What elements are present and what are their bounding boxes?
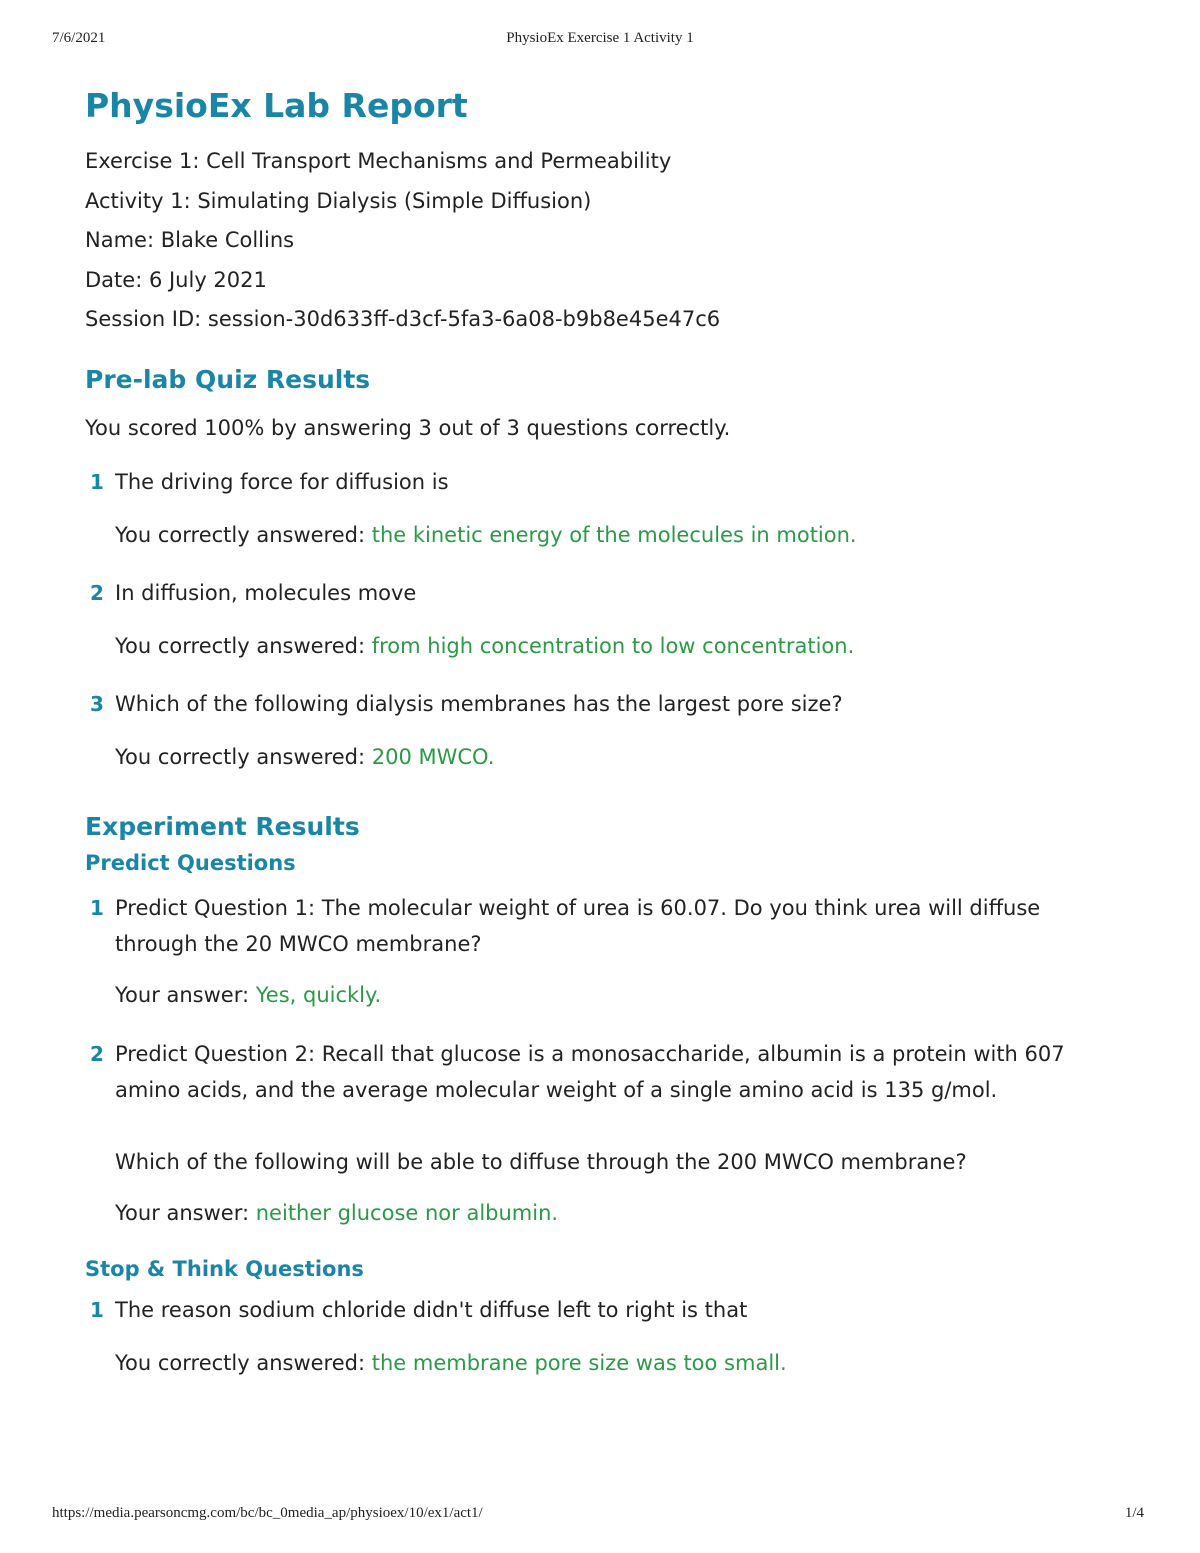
question-number: 3 xyxy=(90,691,104,716)
question-text: Predict Question 2: Recall that glucose is a monosaccharide, albumin is a protein with 607 amino acids, and the average molecular weight of a single amino acid is 135 g/mol. xyxy=(115,1041,1065,1102)
stop-think-question xyxy=(85,1292,1125,1378)
print-url: https://media.pearsoncmg.com/bc/bc_0media_ap/physioex/10/ex1/act1/ xyxy=(52,1505,483,1521)
answer-value: Yes, quickly. xyxy=(255,982,382,1007)
question-number: 1 xyxy=(90,1297,104,1322)
answer-line xyxy=(115,631,1125,661)
predict-question xyxy=(85,890,1125,1010)
print-date: 7/6/2021 xyxy=(52,30,106,46)
answer-prefix: You correctly answered: xyxy=(115,522,372,547)
question-text: Which of the following dialysis membranes has the largest pore size? xyxy=(115,691,843,716)
print-page-title: PhysioEx Exercise 1 Activity 1 xyxy=(506,30,694,46)
prelab-question xyxy=(85,575,1125,661)
question-number: 1 xyxy=(90,895,104,920)
answer-prefix: Your answer: xyxy=(115,982,256,1007)
answer-line xyxy=(115,1348,1125,1378)
answer-value: the kinetic energy of the molecules in motion. xyxy=(371,522,857,547)
answer-value: from high concentration to low concentration. xyxy=(371,633,855,658)
answer-line xyxy=(115,520,1125,550)
prelab-question xyxy=(85,464,1125,550)
date-line: Date: 6 July 2021 xyxy=(85,267,267,292)
answer-prefix: You correctly answered: xyxy=(115,1350,372,1375)
predict-heading: Predict Questions xyxy=(85,850,296,875)
question-number: 2 xyxy=(90,1041,104,1066)
answer-prefix: You correctly answered: xyxy=(115,744,372,769)
session-line: Session ID: session-30d633ff-d3cf-5fa3-6a08-b9b8e45e47c6 xyxy=(85,307,721,331)
answer-value: the membrane pore size was too small. xyxy=(371,1350,787,1375)
question-text: Predict Question 1: The molecular weight of urea is 60.07. Do you think urea will diffuse through the 20 MWCO membrane? xyxy=(115,895,1041,956)
predict-question xyxy=(85,1036,1125,1228)
question-text: The driving force for diffusion is xyxy=(115,469,449,494)
name-line: Name: Blake Collins xyxy=(85,228,295,252)
question-text: In diffusion, molecules move xyxy=(115,580,417,605)
answer-prefix: Your answer: xyxy=(115,1200,256,1225)
print-page-number: 1/4 xyxy=(1124,1505,1144,1521)
experiment-heading: Experiment Results xyxy=(85,811,360,841)
report-meta xyxy=(85,142,1125,340)
lab-report xyxy=(85,82,1125,1378)
answer-line xyxy=(115,1198,1125,1228)
answer-line xyxy=(115,980,1125,1010)
answer-value: 200 MWCO. xyxy=(371,744,495,769)
activity-line: Activity 1: Simulating Dialysis (Simple Diffusion) xyxy=(85,188,592,213)
question-text: The reason sodium chloride didn't diffuse left to right is that xyxy=(115,1297,748,1322)
exercise-line: Exercise 1: Cell Transport Mechanisms and Permeability xyxy=(85,149,672,173)
prelab-question xyxy=(85,686,1125,772)
stop-think-heading: Stop & Think Questions xyxy=(85,1256,364,1281)
question-number: 1 xyxy=(90,469,104,494)
report-title: PhysioEx Lab Report xyxy=(85,86,468,125)
prelab-score: You scored 100% by answering 3 out of 3 questions correctly. xyxy=(85,415,731,440)
question-followup: Which of the following will be able to diffuse through the 200 MWCO membrane? xyxy=(115,1149,967,1174)
answer-value: neither glucose nor albumin. xyxy=(255,1200,559,1225)
answer-line xyxy=(115,742,1125,772)
prelab-heading: Pre-lab Quiz Results xyxy=(85,364,371,394)
answer-prefix: You correctly answered: xyxy=(115,633,372,658)
question-number: 2 xyxy=(90,580,104,605)
